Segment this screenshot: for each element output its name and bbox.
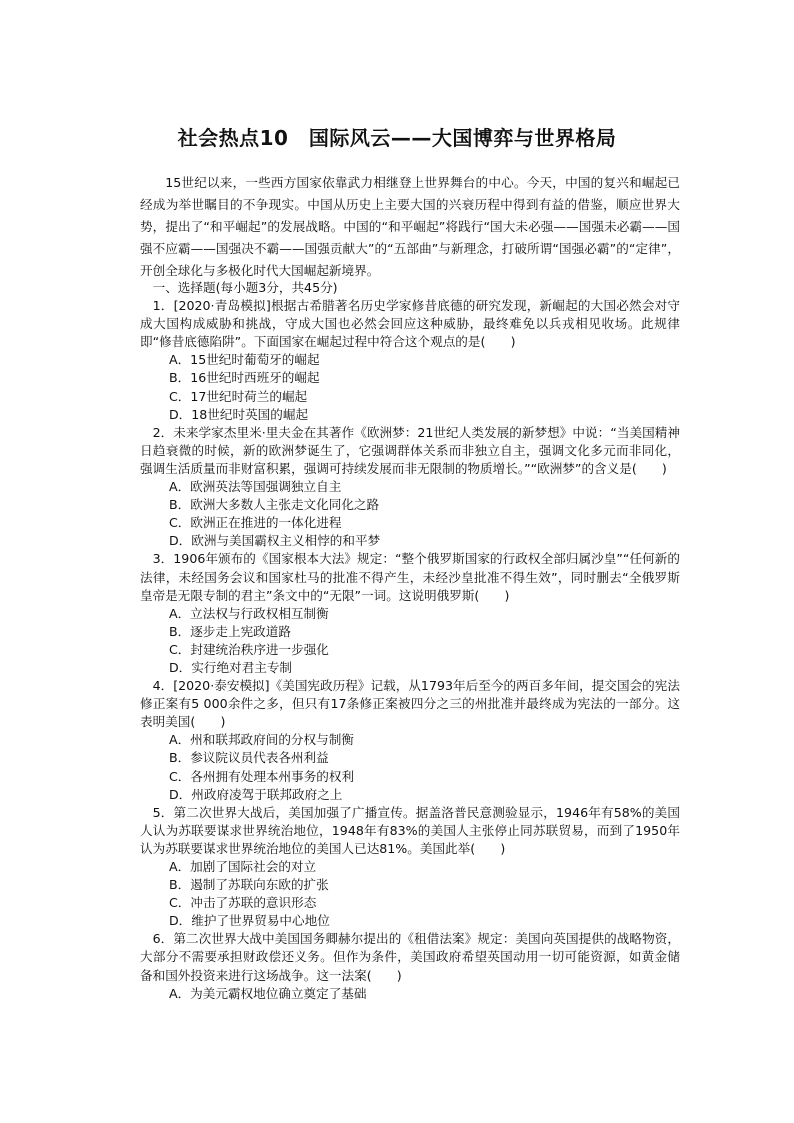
question-stem: 3．1906年颁布的《国家根本大法》规定：“整个俄罗斯国家的行政权全部归属沙皇”“任何新的法律，未经国务会议和国家杜马的批准不得产生，未经沙皇批准不得生效”，同时删去“全俄罗斯皇帝是无限专制的君主”条文中的“无限”一词。这说明俄罗斯( ) (140, 551, 680, 603)
option-b: B．遏制了苏联向东欧的扩张 (168, 877, 329, 893)
option-c: C．欧洲正在推进的一体化进程 (168, 515, 342, 531)
option-a: A．15世纪时葡萄牙的崛起 (168, 352, 320, 368)
question-section (140, 279, 680, 1003)
option-a: A．加剧了国际社会的对立 (168, 859, 317, 874)
question-5 (140, 804, 680, 931)
option-c: C．各州拥有处理本州事务的权利 (168, 768, 355, 784)
intro-paragraph: 15世纪以来，一些西方国家依靠武力相继登上世界舞台的中心。今天，中国的复兴和崛起已经成为举世瞩目的不争现实。中国从历史上主要大国的兴衰历程中得到有益的借鉴，顺应世界大势，提出了“和平崛起”的发展战略。中国的“和平崛起”将践行“国大未必强——国强未必霸——国强不应霸——国强决不霸——国强贡献大”的“五部曲”与新理念，打破所谓“国强必霸”的“定律”，开创全球化与多极化时代大国崛起新境界。 (140, 175, 680, 278)
option-d: D．18世纪时英国的崛起 (168, 406, 309, 422)
option-b: B．16世纪时西班牙的崛起 (168, 370, 320, 386)
section-heading: 一、选择题(每小题3分，共45分) (152, 280, 338, 295)
option-d: D．欧洲与美国霸权主义相悖的和平梦 (168, 533, 381, 549)
option-d: D．实行绝对君主专制 (168, 659, 293, 675)
option-a: A．为美元霸权地位确立奠定了基础 (168, 985, 367, 1001)
question-stem: 6．第二次世界大战中美国国务卿赫尔提出的《租借法案》规定：美国向英国提供的战略物资，大部分不需要承担财政偿还义务。但作为条件，美国政府希望英国动用一切可能资源，如黄金储备和国外投资来进行这场战争。这一法案( ) (140, 931, 680, 983)
question-3 (140, 550, 680, 677)
option-a: A．立法权与行政权相互制衡 (168, 605, 329, 621)
question-stem: 2．未来学家杰里米·里夫金在其著作《欧洲梦：21世纪人类发展的新梦想》中说：“当美国精神日趋衰微的时候，新的欧洲梦诞生了，它强调群体关系而非独立自主，强调文化多元而非同化，强调生活质量而非财富积累，强调可持续发展而非无限制的物质增长。”“欧洲梦”的含义是( ) (140, 424, 680, 476)
option-b: B．逐步走上宪政道路 (168, 623, 291, 639)
question-stem: 1．[2020·青岛模拟]根据古希腊著名历史学家修昔底德的研究发现，新崛起的大国必然会对守成大国构成威胁和挑战，守成大国也必然会回应这种威胁，最终难免以兵戎相见收场。此规律即“修昔底德陷阱”。下面国家在崛起过程中符合这个观点的是( ) (140, 298, 680, 350)
question-4 (140, 677, 680, 804)
option-b: B．欧洲大多数人主张走文化同化之路 (168, 497, 380, 513)
option-b: B．参议院议员代表各州利益 (168, 750, 329, 766)
question-stem: 4．[2020·泰安模拟]《美国宪政历程》记载，从1793年后至今的两百多年间，提交国会的宪法修正案有5 000余件之多，但只有17条修正案被四分之三的州批准并最终成为宪法的一部分。这表明美国( ) (140, 678, 680, 730)
option-d: D．维护了世界贸易中心地位 (168, 913, 330, 929)
option-a: A．州和联邦政府间的分权与制衡 (168, 732, 354, 748)
option-a: A．欧洲英法等国强调独立自主 (168, 479, 342, 495)
question-stem: 5．第二次世界大战后，美国加强了广播宣传。据盖洛普民意测验显示，1946年有58%的美国人认为苏联要谋求世界统治地位，1948年有83%的美国人主张停止同苏联贸易，而到了1950年认为苏联要谋求世界统治地位的美国人已达81%。美国此举( ) (140, 804, 680, 856)
page-title: 社会热点10 国际风云——大国博弈与世界格局 (177, 126, 617, 150)
option-c: C．17世纪时荷兰的崛起 (168, 388, 308, 404)
question-2 (140, 424, 680, 551)
question-1 (140, 297, 680, 424)
question-6 (140, 930, 680, 1002)
option-d: D．州政府凌驾于联邦政府之上 (168, 786, 343, 802)
option-c: C．封建统治秩序进一步强化 (168, 641, 329, 657)
option-c: C．冲击了苏联的意识形态 (168, 895, 317, 911)
